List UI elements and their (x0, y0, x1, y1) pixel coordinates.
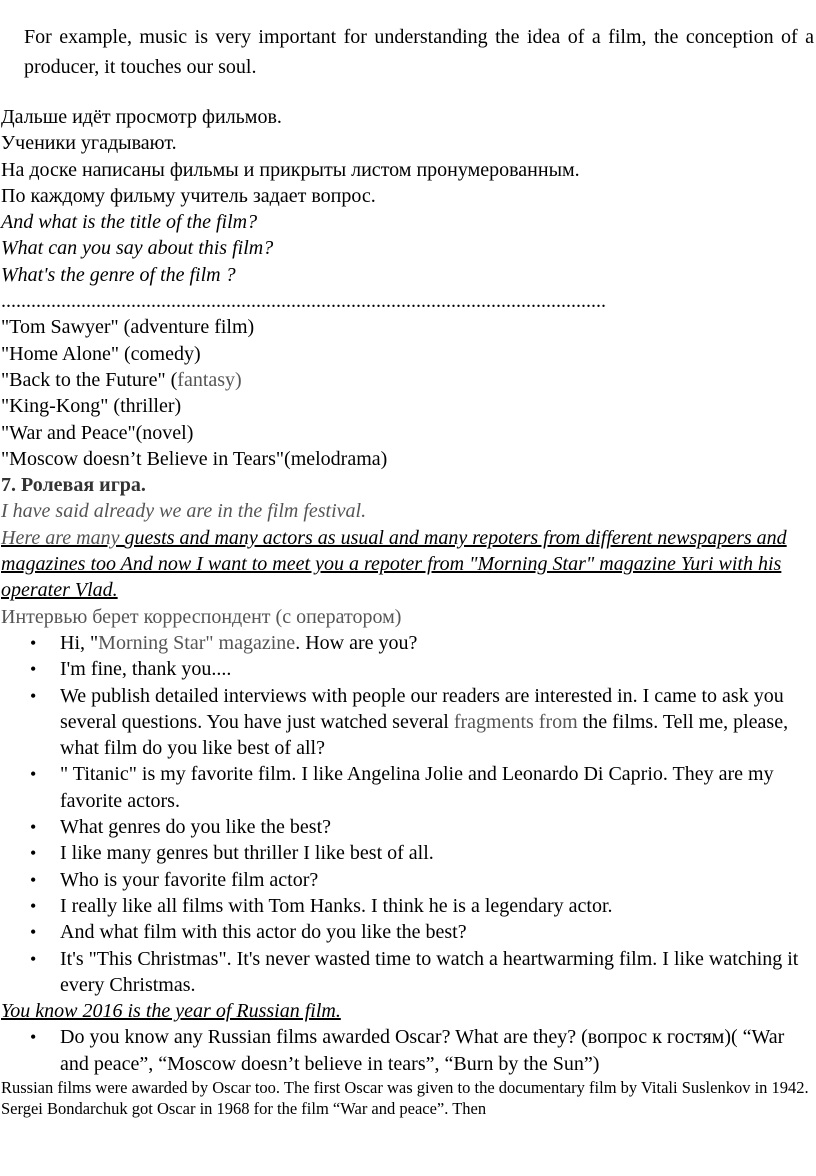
list-item: • Who is your favorite film actor? (60, 867, 813, 893)
ru-line: На доске написаны фильмы и прикрыты листом пронумерованным. (1, 158, 580, 181)
ru-line: Дальше идёт просмотр фильмов. (1, 106, 282, 128)
guests-text: guests and many actors as usual and many repoters from different newspapers and magazines too And now I want to meet you a repoter from "Morning Star" magazine Yuri with his operater Vlad. (1, 526, 787, 602)
intro-paragraph: For example, music is very important for understanding the idea of a film, the conception of a producer, it touches our soul. (24, 26, 814, 78)
list-text: the films. Tell me, please, what film do you like best of all? (60, 710, 789, 760)
festival-line: I have said already we are in the film festival. (1, 500, 367, 523)
section-heading: 7. Ролевая игра. (1, 474, 146, 497)
question-line: What can you say about this film? (1, 237, 274, 260)
film-line: "War and Peace"(novel) (1, 421, 194, 444)
list-text: We publish detailed interviews with people our readers are interested in. I came to ask you several questions. You have just watched several (60, 684, 784, 733)
list-item: • I like many genres but thriller I like best of all. (60, 840, 813, 866)
list-item: • " Titanic" is my favorite film. I like Angelina Jolie and Leonardo Di Caprio. They are my favorite actors. (60, 761, 813, 814)
question-line: And what is the title of the film? (1, 211, 258, 234)
ru-line: По каждому фильму учитель задает вопрос. (1, 184, 376, 207)
film-line: "Home Alone" (comedy) (1, 342, 201, 365)
list-item: • Do you know any Russian films awarded Oscar? What are they? (вопрос к гостям)( “War and peace”, “Moscow doesn’t believe in tears”, “Burn by the Sun”) (60, 1024, 813, 1077)
film-genre: fantasy) (177, 368, 242, 391)
list-item: • It's "This Christmas". It's never wasted time to watch a heartwarming film. I like watching it every Christmas. (60, 946, 813, 999)
list-item: • I'm fine, thank you.... (60, 656, 813, 682)
ru-line: Ученики угадывают. (1, 132, 177, 155)
list-text: Hi, " (60, 631, 99, 654)
list-item: • And what film with this actor do you like the best? (60, 919, 813, 945)
question-line: What's the genre of the film ? (1, 263, 236, 286)
main-text (1, 104, 813, 1119)
russian-film-year: You know 2016 is the year of Russian film. (1, 1000, 341, 1023)
guests-lead: Here are many (1, 526, 125, 549)
interview-list (1, 630, 813, 998)
list-text: . How are you? (295, 631, 418, 654)
list-text: Morning Star" magazine (98, 631, 296, 654)
film-title: "Back to the Future" ( (1, 368, 178, 391)
list-item: • I really like all films with Tom Hanks. I think he is a legendary actor. (60, 893, 813, 919)
list-text: fragments from (453, 710, 578, 733)
list-item (60, 683, 813, 762)
dotted-separator: ......................................................................................................................... (1, 290, 606, 313)
film-line (1, 367, 813, 393)
footer-paragraph: Russian films were awarded by Oscar too. The first Oscar was given to the documentary film by Vitali Suslenkov in 1942. Sergei Bondarchuk got Oscar in 1968 for the film “War and peace”. Then (1, 1077, 809, 1118)
film-line: "Tom Sawyer" (adventure film) (1, 316, 255, 339)
list-item (60, 630, 813, 656)
film-line: "King-Kong" (thriller) (1, 395, 182, 418)
guests-paragraph (1, 525, 813, 604)
list-item: • What genres do you like the best? (60, 814, 813, 840)
interview-line: Интервью берет корреспондент (с оператором) (1, 605, 402, 628)
film-line: "Moscow doesn’t Believe in Tears"(melodrama) (1, 447, 388, 470)
russian-list (1, 1024, 813, 1077)
